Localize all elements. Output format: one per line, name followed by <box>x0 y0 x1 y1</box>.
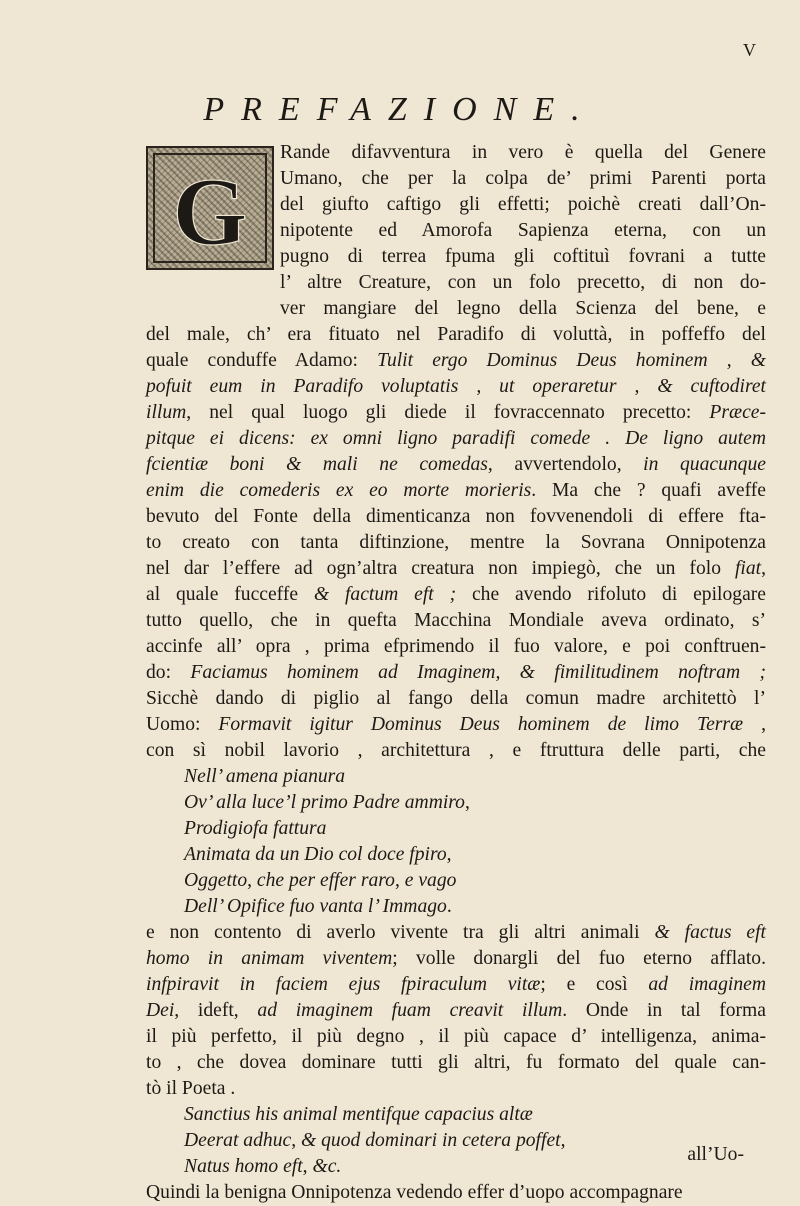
text-run: Prodigiofa fattura <box>184 818 327 839</box>
text-run: tutto quello, che in quefta Macchina Mondiale aveva ordinato, s’ <box>146 610 766 631</box>
text-run: , <box>761 558 766 579</box>
text-run: Deerat adhuc <box>184 1130 292 1151</box>
text-line <box>146 296 766 322</box>
text-line <box>146 374 766 400</box>
text-run: homo in animam viventem <box>146 948 393 969</box>
text-run: , avvertendolo, <box>487 454 644 475</box>
text-line <box>146 790 766 816</box>
text-line <box>146 816 766 842</box>
text-line <box>146 634 766 660</box>
initial-letter: G <box>172 158 248 265</box>
text-run: ad imaginem fuam creavit illum <box>257 1000 563 1021</box>
text-run: &c. <box>312 1156 342 1177</box>
text-run: to creato con tanta diftinzione, mentre la Sovrana Onnipotenza <box>146 532 766 553</box>
text-run: , <box>247 870 257 891</box>
text-run: Formavit igitur Dominus Deus hominem de limo Terræ <box>218 714 744 735</box>
text-line <box>146 608 766 634</box>
text-run: che per effer raro <box>256 870 395 891</box>
text-run: e vago <box>404 870 457 891</box>
text-run: Sanctius his animal mentifque capacius altæ <box>184 1104 533 1125</box>
text-run: Sicchè dando di piglio al fango della comun madre architettò l’ <box>146 688 766 709</box>
text-run: Dell’ Opifice fuo vanta l’ Immago <box>184 896 447 917</box>
text-run: ad imaginem <box>648 974 766 995</box>
text-line <box>146 244 766 270</box>
text-line <box>146 270 766 296</box>
text-run: infpiravit in faciem ejus fpiraculum vitæ <box>146 974 541 995</box>
text-line <box>146 400 766 426</box>
body-text <box>146 140 766 1206</box>
text-run: . Ma che ? quafi aveffe <box>531 480 766 501</box>
text-run: del male, ch’ era fituato nel Paradifo di voluttà, in poffeffo del <box>146 324 766 345</box>
text-line <box>146 660 766 686</box>
text-line <box>146 946 766 972</box>
text-line <box>146 686 766 712</box>
text-run: , <box>560 1130 566 1151</box>
text-line <box>146 426 766 452</box>
text-run: Umano, che per la colpa de’ primi Parenti porta <box>280 168 766 189</box>
text-run: l’ altre Creature, con un folo precetto, di non do- <box>280 272 766 293</box>
text-line <box>146 1128 766 1154</box>
text-run: fiat <box>734 558 762 579</box>
text-line <box>146 1154 766 1180</box>
text-run: Præce- <box>709 402 766 423</box>
text-line <box>146 764 766 790</box>
text-run: to , che dovea dominare tutti gli altri, fu formato del quale can- <box>146 1052 766 1073</box>
text-run: che avendo rifoluto di epilogare <box>456 584 766 605</box>
text-run: Natus homo eft <box>184 1156 303 1177</box>
text-run: & factum eft ; <box>313 584 457 605</box>
text-run: , nel qual luogo gli diede il fovraccennato precetto: <box>186 402 710 423</box>
text-run: il più perfetto, il più degno , il più capace d’ intelligenza, anima- <box>146 1026 766 1047</box>
text-run: pugno di terrea fpuma gli coftituì fovrani a tutte <box>280 246 766 267</box>
text-line <box>146 920 766 946</box>
text-line <box>146 894 766 920</box>
text-line <box>146 1076 766 1102</box>
text-run: nipotente ed Amorofa Sapienza eterna, con un <box>280 220 766 241</box>
text-line <box>146 218 766 244</box>
text-line <box>146 192 766 218</box>
text-run: , <box>291 1130 301 1151</box>
text-run: , <box>394 870 405 891</box>
text-run: enim die comederis ex eo morte morieris <box>146 480 532 501</box>
text-run: Ov’ alla luce’l primo Padre ammiro <box>184 792 465 813</box>
text-run: al quale fucceffe <box>146 584 314 605</box>
text-line <box>146 322 766 348</box>
text-run: illum <box>146 402 187 423</box>
text-run: nel dar l’effere ad ogn’altra creatura non impiegò, che un folo <box>146 558 735 579</box>
text-line <box>146 842 766 868</box>
text-run: del giufto caftigo gli effetti; poichè creati dall’On- <box>280 194 766 215</box>
text-line <box>146 348 766 374</box>
text-line <box>146 738 766 764</box>
text-run: Tulit ergo Dominus Deus hominem , & <box>377 350 766 371</box>
text-run: ver mangiare del legno della Scienza del bene, e <box>280 298 766 319</box>
text-run: do: <box>146 662 191 683</box>
text-run: pofuit eum in Paradifo voluptatis , ut operaretur , & cuftodiret <box>146 376 766 397</box>
text-line <box>146 530 766 556</box>
page-title: PREFAZIONE. <box>203 90 597 128</box>
text-run: tò il Poeta . <box>146 1078 236 1099</box>
text-line <box>146 1050 766 1076</box>
text-run: , <box>302 1156 313 1177</box>
text-run: Dei <box>146 1000 175 1021</box>
text-run: Nell’ amena pianura <box>184 766 346 787</box>
text-run: quale conduffe Adamo: <box>146 350 378 371</box>
text-run: & quod dominari in cetera poffet <box>301 1130 561 1151</box>
text-run: . Onde in tal forma <box>562 1000 766 1021</box>
text-line <box>146 1102 766 1128</box>
text-run: Rande difavventura in vero è quella del Genere <box>280 142 766 163</box>
text-line <box>146 140 766 166</box>
text-line <box>146 868 766 894</box>
text-run: Quindi la benigna Onnipotenza vedendo effer d’uopo accompagnare <box>146 1182 683 1203</box>
text-run: ; e così <box>540 974 649 995</box>
text-run: bevuto del Fonte della dimenticanza non fovvenendoli di effere fta- <box>146 506 766 527</box>
text-line <box>146 1180 766 1206</box>
text-line <box>146 556 766 582</box>
text-line <box>146 972 766 998</box>
text-run: con sì nobil lavorio , architettura , e ftruttura delle parti, che <box>146 740 766 761</box>
text-run: Animata da un Dio col doce fpiro <box>184 844 447 865</box>
text-run: , <box>743 714 767 735</box>
catchword: all’Uo- <box>687 1144 744 1165</box>
text-run: . <box>446 896 452 917</box>
text-line <box>146 998 766 1024</box>
text-line <box>146 582 766 608</box>
text-line <box>146 712 766 738</box>
text-run: Faciamus hominem ad Imaginem, & fimilitudinem noftram ; <box>190 662 766 683</box>
text-run: , ideft, <box>174 1000 258 1021</box>
text-line <box>146 452 766 478</box>
text-run: Oggetto <box>184 870 248 891</box>
text-run: ; volle donargli del fuo eterno afflato. <box>392 948 767 969</box>
text-run: accinfe all’ opra , prima efprimendo il fuo valore, e poi conftruen- <box>146 636 766 657</box>
text-run: e non contento di averlo vivente tra gli altri animali <box>146 922 655 943</box>
text-run: pitque ei dicens: ex omni ligno paradifi comede . De ligno autem <box>146 428 766 449</box>
text-run: fcientiæ boni & mali ne comedas <box>146 454 488 475</box>
text-run: , <box>446 844 452 865</box>
text-run: in quacunque <box>643 454 766 475</box>
text-line <box>146 478 766 504</box>
text-run: & factus eft <box>654 922 766 943</box>
text-line <box>146 1024 766 1050</box>
page-number: V <box>743 40 756 60</box>
text-line <box>146 166 766 192</box>
text-line <box>146 504 766 530</box>
text-run: , <box>464 792 470 813</box>
text-run: Uomo: <box>146 714 219 735</box>
